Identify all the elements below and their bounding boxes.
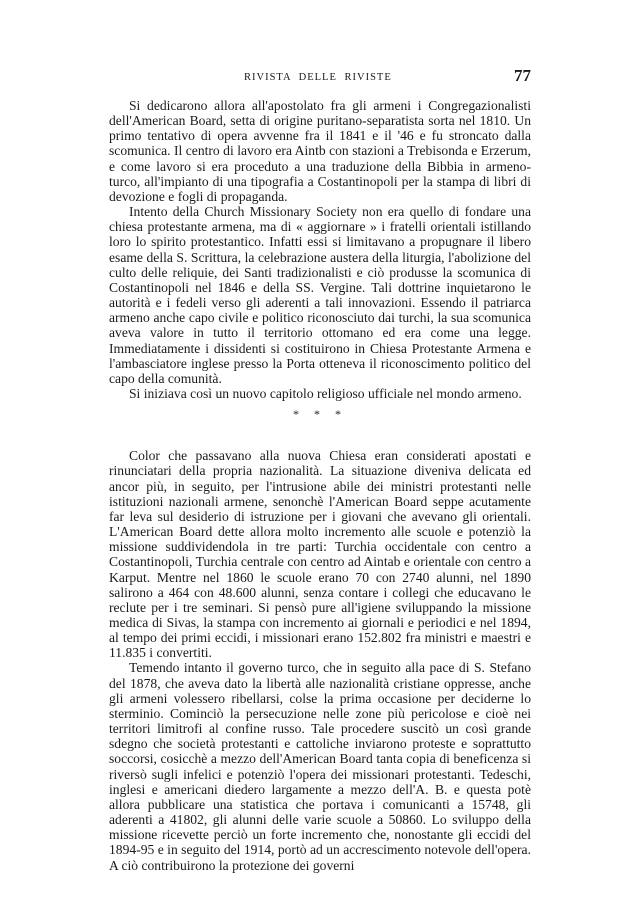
- paragraph-new-chapter: Si iniziava così un nuovo capitolo religioso ufficiale nel mondo armeno.: [129, 385, 522, 401]
- paragraph-church-missionary-society: Intento della Church Missionary Society non era quello di fondare una chiesa protestante armena, ma di « aggiornare » i fratelli orientali istillando loro lo spirito protestantico. Infatti essi si limitavano a propugnare il libero esame della S. Scrittura, la celebrazione austera della liturgia, l'abolizione del culto delle reliquie, dei Santi tradizionalisti e ciò produsse la scomunica di Costantinopoli nel 1846 e della SS. Vergine. Tali dottrine inquietarono le autorità e i fedeli verso gli aderenti a tali innovazioni. Essendo il patriarca armeno anche capo civile e politico riconosciuto dai turchi, la sua scomunica aveva valore in tutto il territorio ottomano ed era come una legge. Immediatamente i dissidenti si costituirono in Chiesa Protestante Armena e l'ambasciatore inglese presso la Porta otteneva il riconoscimento politico del capo della comunità.: [109, 204, 531, 386]
- paragraph-american-board: Si dedicarono allora all'apostolato fra gli armeni i Congregazionalisti dell'American Board, setta di origine puritano-separatista sorta nel 1810. Un primo tentativo di opera avvenne fra il 1841 e il '46 e fu stroncato dalla scomunica. Il centro di lavoro era Aintb con stazioni a Trebisonda e Erzerum, e come lavoro si era proceduto a una traduzione della Bibbia in armeno-turco, all'impianto di una tipografia a Costantinopoli per la stampa di libri di devozione e fogli di propaganda.: [109, 98, 531, 204]
- running-head: RIVISTA DELLE RIVISTE: [244, 72, 392, 83]
- paragraph-apostates: Color che passavano alla nuova Chiesa eran considerati apostati e rinunciatari della propria nazionalità. La situazione diveniva delicata ed ancor più, in seguito, per l'intrusione abile dei ministri protestanti nelle istituzioni nazionali armene, senonchè l'American Board seppe acutamente far leva sul desiderio di istruzione per i giovani che avevano gli orientali. L'American Board dette allora molto incremento alle scuole e potenziò la missione suddividendola in tre parti: Turchia occidentale con centro a Costantinopoli, Turchia centrale con centro ad Aintab e orientale con centro a Karput. Mentre nel 1860 le scuole erano 70 con 2740 alunni, nel 1890 salirono a 464 con 48.600 alunni, senza contare i collegi che educavano le reclute per i tre seminari. Si pensò pure all'igiene sviluppando la missione medica di Sivas, la stampa con incremento ai giornali e periodici e nel 1894, al tempo dei primi eccidi, i missionari erano 152.802 fra ministri e maestri e 11.835 i convertiti.: [109, 448, 531, 661]
- article-body: [109, 98, 531, 873]
- section-separator: * * *: [293, 407, 347, 422]
- page-number: 77: [514, 66, 531, 85]
- paragraph-turkish-government: Temendo intanto il governo turco, che in seguito alla pace di S. Stefano del 1878, che aveva dato la libertà alle nazionalità cristiane oppresse, anche gli armeni volessero ribellarsi, colse la prima occasione per deciderne lo sterminio. Cominciò la persecuzione nelle zone più pericolose e cioè nei territori limitrofi al confine russo. Tale procedere suscitò un così grande sdegno che società protestanti e cattoliche inviarono proteste e soprattutto soccorsi, cosicchè a mezzo dell'American Board tanta copia di beneficenza si riversò sugli infelici e potenziò l'opera dei missionari protestanti. Tedeschi, inglesi e americani diedero largamente a mezzo dell'A. B. e questa potè allora pubblicare una statistica che portava i comunicanti a 15748, gli aderenti a 41802, gli alunni delle varie scuole a 50860. Lo sviluppo della missione ricevette perciò un forte incremento che, nonostante gli eccidi del 1894-95 e in seguito del 1914, portò ad un accrescimento notevole dell'opera. A ciò contribuirono la protezione dei governi: [109, 660, 531, 873]
